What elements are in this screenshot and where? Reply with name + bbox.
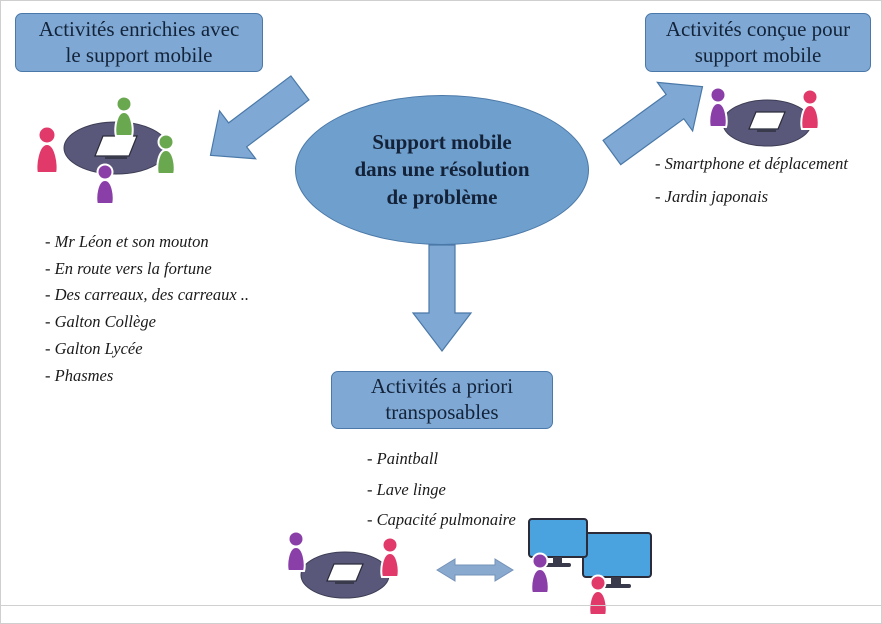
box-bottom[interactable] <box>331 371 553 429</box>
list-bottom <box>367 444 516 536</box>
box-top-left-line2: le support mobile <box>65 42 213 67</box>
list-left-item-3: - Galton Collège <box>45 312 156 332</box>
list-left-item-5: - Phasmes <box>45 365 114 385</box>
figure-green-right <box>157 135 174 175</box>
figure-purple <box>709 88 726 128</box>
people-around-table-icon-bottom <box>273 523 418 613</box>
figure-pink <box>36 127 57 174</box>
center-line2: dans une résolution <box>354 157 530 182</box>
figure-pink <box>801 90 818 130</box>
figure-purple <box>531 554 548 594</box>
figure-purple <box>96 165 113 205</box>
people-around-table-icon-left <box>31 86 201 206</box>
arrow-to-bottom <box>409 241 475 356</box>
list-left <box>45 229 249 389</box>
box-top-left[interactable] <box>15 13 263 72</box>
box-bottom-line1: Activités a priori <box>370 374 514 399</box>
list-bottom-item-1: - Lave linge <box>367 479 446 499</box>
list-left-item-4: - Galton Lycée <box>45 338 143 358</box>
box-top-right-line1: Activités conçue pour <box>665 16 851 41</box>
list-left-item-2: - Des carreaux, des carreaux .. <box>45 285 250 305</box>
bottom-divider <box>1 605 882 606</box>
figure-pink <box>381 538 398 578</box>
list-left-item-0: - Mr Léon et son mouton <box>45 232 209 251</box>
center-line1: Support mobile <box>372 130 512 155</box>
list-right <box>655 151 848 210</box>
center-ellipse[interactable] <box>295 95 589 245</box>
box-top-right[interactable] <box>645 13 871 72</box>
list-left-item-1: - En route vers la fortune <box>45 258 212 278</box>
list-bottom-item-0: - Paintball <box>367 449 439 468</box>
figure-pink <box>589 576 606 616</box>
list-right-item-1: - Jardin japonais <box>655 186 769 206</box>
box-top-left-line1: Activités enrichies avec <box>38 16 240 41</box>
list-right-item-0: - Smartphone et déplacement <box>655 154 848 173</box>
list-bottom-item-2: - Capacité pulmonaire <box>367 510 516 530</box>
figure-purple <box>287 532 304 572</box>
double-headed-arrow-icon <box>435 553 515 587</box>
box-top-right-line2: support mobile <box>694 42 822 67</box>
center-line3: de problème <box>386 184 498 209</box>
box-bottom-line2: transposables <box>385 400 499 424</box>
figure-green <box>115 97 132 137</box>
